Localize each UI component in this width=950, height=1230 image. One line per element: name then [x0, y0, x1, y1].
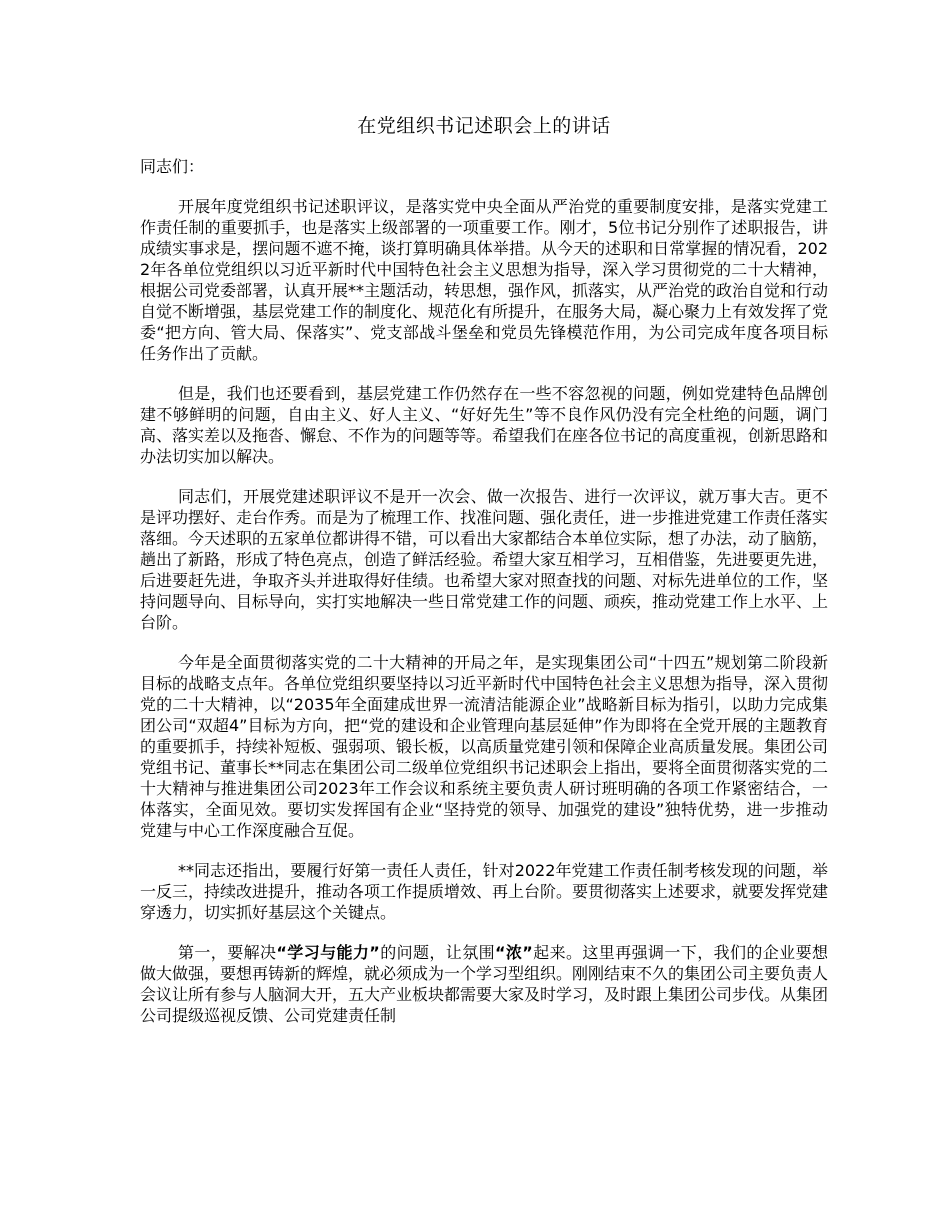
paragraph-3: 同志们，开展党建述职评议不是开一次会、做一次报告、进行一次评议，就万事大吉。更不是评功摆好、走台作秀。而是为了梳理工作、找准问题、强化责任，进一步推进党建工作责任落实落细。今天述职的五家单位都讲得不错，可以看出大家都结合本单位实际，想了办法，动了脑筋，趟出了新路，形成了特色亮点，创造了鲜活经验。希望大家互相学习，互相借鉴，先进要更先进，后进要赶先进，争取齐头并进取得好佳绩。也希望大家对照查找的问题、对标先进单位的工作，坚持问题导向、目标导向，实打实地解决一些日常党建工作的问题、顽疾，推动党建工作上水平、上台阶。: [140, 487, 829, 632]
paragraph-6-bold-2: “浓”: [495, 943, 533, 962]
salutation: 同志们：: [140, 157, 205, 176]
paragraph-4: 今年是全面贯彻落实党的二十大精神的开局之年，是实现集团公司“十四五”规划第二阶段新目标的战略支点年。各单位党组织要坚持以习近平新时代中国特色社会主义思想为指导，深入贯彻党的二十大精神，以“2035年全面建成世界一流清洁能源企业”战略新目标为指引，以助力完成集团公司“双超4”目标为方向，把“党的建设和企业管理向基层延伸”作为即将在全党开展的主题教育的重要抓手，持续补短板、强弱项、锻长板，以高质量党建引领和保障企业高质量发展。集团公司党组书记、董事长**同志在集团公司二级单位党组织书记述职会上指出，要将全面贯彻落实党的二十大精神与推进集团公司2023年工作会议和系统主要负责人研讨班明确的各项工作紧密结合，一体落实，全面见效。要切实发挥国有企业“坚持党的领导、加强党的建设”独特优势，进一步推动党建与中心工作深度融合互促。: [140, 653, 829, 840]
paragraph-5: **同志还指出，要履行好第一责任人责任，针对2022年党建工作责任制考核发现的问题，举一反三，持续改进提升，推动各项工作提质增效、再上台阶。要贯彻落实上述要求，就要发挥党建穿透力，切实抓好基层这个关键点。: [140, 861, 829, 922]
paragraph-6: [140, 942, 828, 1026]
paragraph-6-mid: 的问题，让氛围: [379, 943, 495, 962]
paragraph-6-bold-1: “学习与能力”: [276, 943, 380, 962]
document-title: 在党组织书记述职会上的讲话: [357, 115, 611, 137]
document-page: [140, 112, 828, 1045]
paragraph-6-rest: 起来。这里再强调一下，我们的企业要想做大做强，要想再铸新的辉煌，就必须成为一个学习型组织。刚刚结束不久的集团公司主要负责人会议让所有参与人脑洞大开，五大产业板块都需要大家及时学习，及时跟上集团公司步伐。从集团公司提级巡视反馈、公司党建责任制: [140, 943, 829, 1025]
paragraph-1: 开展年度党组织书记述职评议，是落实党中央全面从严治党的重要制度安排，是落实党建工作责任制的重要抓手，也是落实上级部署的一项重要工作。刚才，5位书记分别作了述职报告，讲成绩实事求是，摆问题不遮不掩，谈打算明确具体举措。从今天的述职和日常掌握的情况看，2022年各单位党组织以习近平新时代中国特色社会主义思想为指导，深入学习贯彻党的二十大精神，根据公司党委部署，认真开展**主题活动，转思想，强作风，抓落实，从严治党的政治自觉和行动自觉不断增强，基层党建工作的制度化、规范化有所提升，在服务大局，凝心聚力上有效发挥了党委“把方向、管大局、保落实”、党支部战斗堡垒和党员先锋模范作用，为公司完成年度各项目标任务作出了贡献。: [140, 197, 829, 363]
paragraph-2: 但是，我们也还要看到，基层党建工作仍然存在一些不容忽视的问题，例如党建特色品牌创建不够鲜明的问题，自由主义、好人主义、“好好先生”等不良作风仍没有完全杜绝的问题，调门高、落实差以及拖沓、懈怠、不作为的问题等等。希望我们在座各位书记的高度重视，创新思路和办法切实加以解决。: [140, 384, 829, 466]
paragraph-6-lead: 第一，要解决: [178, 943, 277, 962]
